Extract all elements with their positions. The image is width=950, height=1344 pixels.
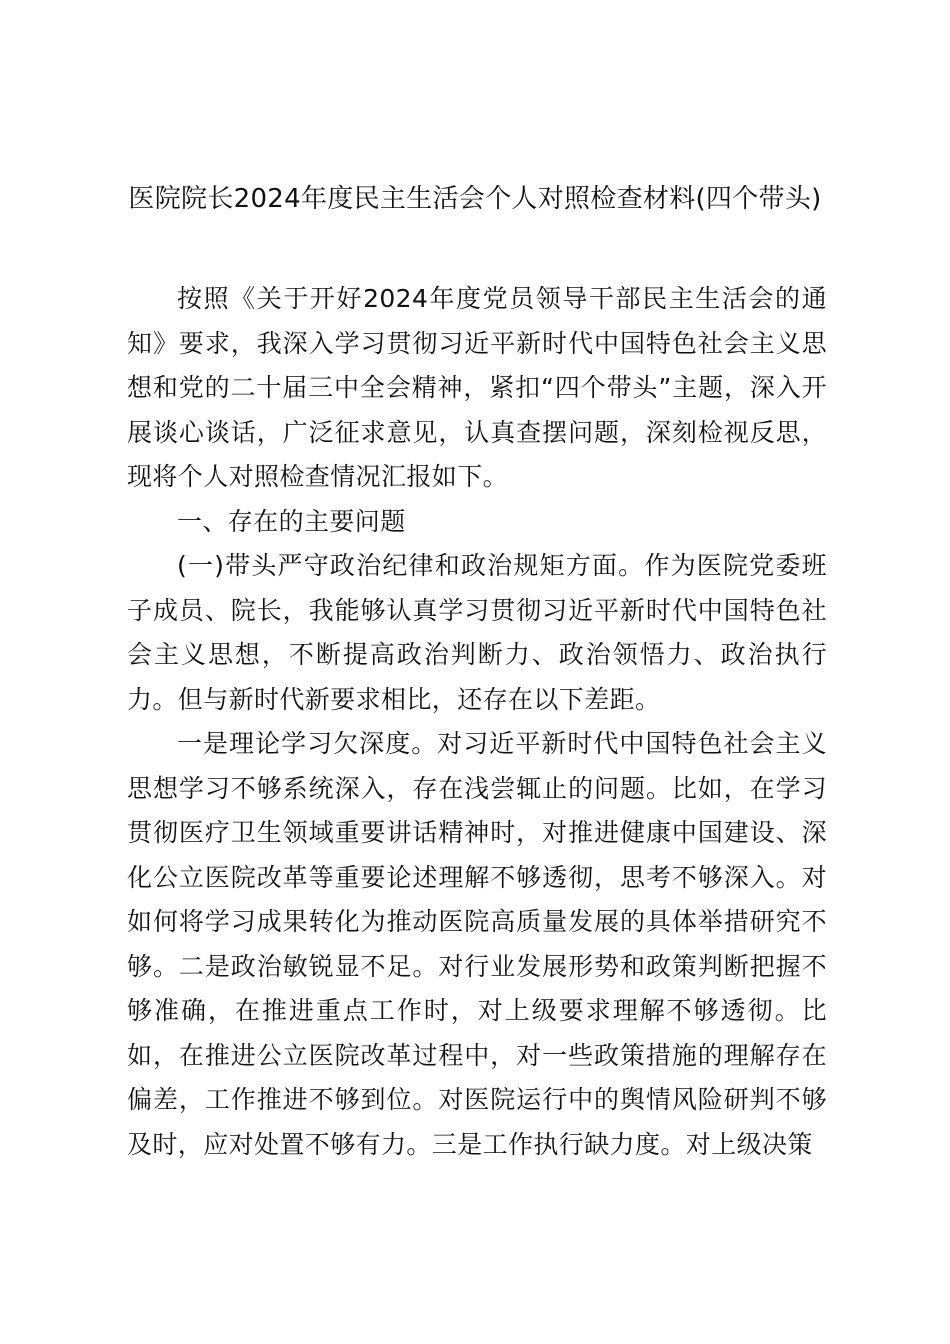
subsection-paragraph: (一)带头严守政治纪律和政治规矩方面。作为医院党委班子成员、院长，我能够认真学习贯彻习近平新时代中国特色社会主义思想，不断提高政治判断力、政治领悟力、政治执行力。但与新时代新要求相比，还存在以下差距。 — [127, 551, 827, 714]
document-body — [127, 277, 827, 1167]
intro-paragraph: 按照《关于开好2024年度党员领导干部民主生活会的通知》要求，我深入学习贯彻习近平新时代中国特色社会主义思想和党的二十届三中全会精神，紧扣“四个带头”主题，深入开展谈心谈话，广泛征求意见，认真查摆问题，深刻检视反思，现将个人对照检查情况汇报如下。 — [127, 284, 827, 491]
document-title: 医院院长2024年度民主生活会个人对照检查材料(四个带头) — [128, 184, 822, 214]
section-heading: 一、存在的主要问题 — [177, 506, 406, 536]
issues-paragraph: 一是理论学习欠深度。对习近平新时代中国特色社会主义思想学习不够系统深入，存在浅尝辄止的问题。比如，在学习贯彻医疗卫生领域重要讲话精神时，对推进健康中国建设、深化公立医院改革等重要论述理解不够透彻，思考不够深入。对如何将学习成果转化为推动医院高质量发展的具体举措研究不够。二是政治敏锐显不足。对行业发展形势和政策判断把握不够准确，在推进重点工作时，对上级要求理解不够透彻。比如，在推进公立医院改革过程中，对一些政策措施的理解存在偏差，工作推进不够到位。对医院运行中的舆情风险研判不够及时，应对处置不够有力。三是工作执行缺力度。对上级决策 — [127, 729, 827, 1159]
